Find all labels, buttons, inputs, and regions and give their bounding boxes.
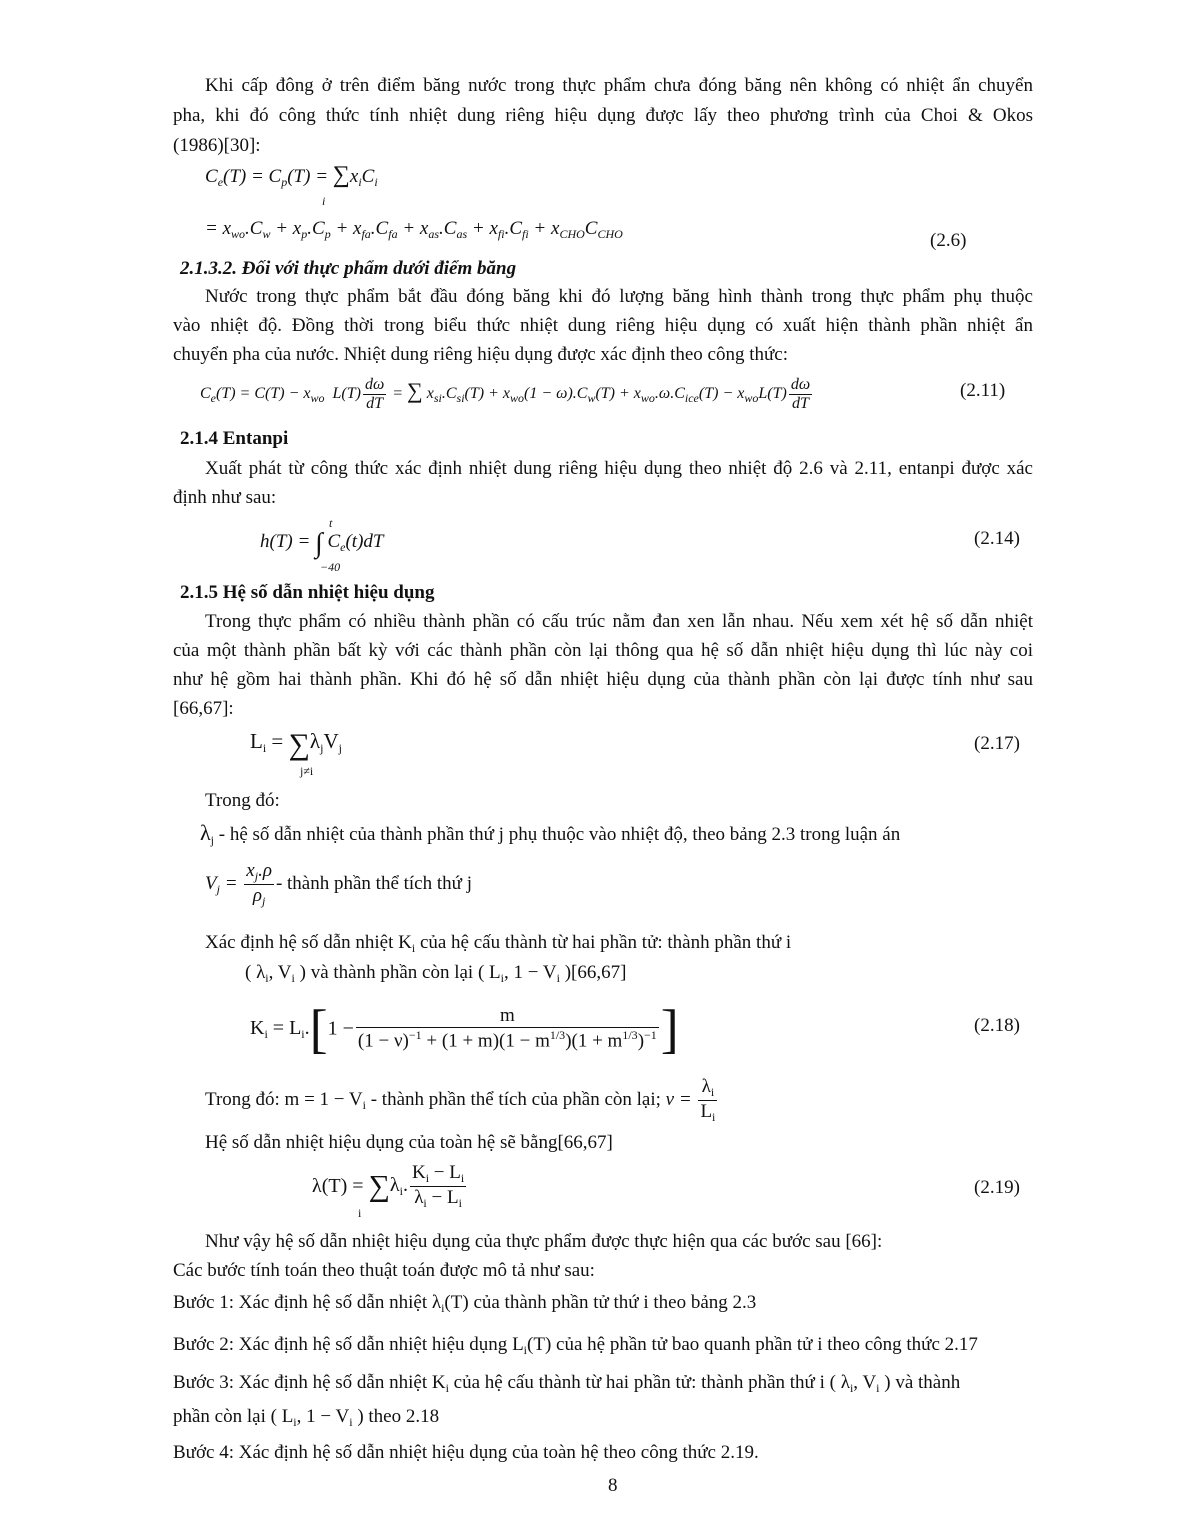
volume-description: - thành phần thể tích thứ j	[275, 872, 472, 894]
where-label-1: Trong đó:	[205, 790, 280, 811]
para2-line3: chuyển pha của nước. Nhiệt dung riêng hiệu dụng được xác định theo công thức:	[173, 344, 789, 365]
section-heading-2-1-5: 2.1.5 Hệ số dẫn nhiệt hiệu dụng	[180, 582, 435, 603]
m-definition: Trong đó: $m = 1 - V_i$ - thành phần thể tích của phần còn lại; ν = $\frac{\lambda_i}{L_i}$	[205, 1076, 716, 1124]
k-definition-line2: ( $\lambda_i$, $V_i$ ) và thành phần còn lại ( $L_i$, $1 - V_i$ )[66,67]	[245, 962, 627, 985]
para4-line3: như hệ gồm hai thành phần. Khi đó hệ số dẫn nhiệt hiệu dụng của thành phần còn lại được tính như sau	[173, 669, 1033, 690]
section-heading-2-1-4: 2.1.4 Entanpi	[180, 428, 289, 449]
para1-line2: pha, khi đó công thức tính nhiệt dung riêng hiệu dụng được lấy theo phương trình của Choi & Okos	[173, 105, 1033, 126]
equation-number-2-14: (2.14)	[974, 528, 1020, 549]
step-1: Bước 1: Xác định hệ số dẫn nhiệt $\lambda_i(T)$ của thành phần tử thứ i theo bảng 2.3	[173, 1292, 757, 1315]
steps-intro: Như vậy hệ số dẫn nhiệt hiệu dụng của thực phẩm được thực hiện qua các bước sau [66]:	[205, 1231, 883, 1252]
equation-2-14: h(T) = ∫ $C_e(t)dT$	[260, 528, 384, 559]
lambda-definition: $\lambda_j$ - hệ số dẫn nhiệt của thành phần thứ j phụ thuộc vào nhiệt độ, theo bảng 2.3 trong luận án	[200, 820, 901, 847]
equation-number-2-18: (2.18)	[974, 1015, 1020, 1036]
equation-number-2-6: (2.6)	[930, 230, 967, 251]
equation-2-11: $C_e(T) = C(T) - x_{wo}$ L(T) $\frac{d\omega}{dT}$ = ∑ $x_{si}.C_{si}(T) + x_{wo}(1 - \omega).C_w(T) + x_{wo}.\omega.C_{ice}(T) - x_{wo}L(T)$ $\frac{d\omega}{dT}$	[200, 376, 811, 412]
equation-2-18: $K_i = L_i.[1$ − $\frac{m}{(1 - \nu)^{-1} + (1 + m)(1 - m^{1/3})(1 + m^{1/3})^{-1}}$ ]	[250, 999, 679, 1059]
para4-line1: Trong thực phẩm có nhiều thành phần có cấu trúc nằm đan xen lẫn nhau. Nếu xem xét hệ số dẫn nhiệt	[205, 611, 1033, 632]
equation-2-19: $\lambda(T) = \sum\lambda_i$. $\frac{K_i - L_i}{\lambda_i - L_i}$	[312, 1162, 465, 1210]
para4-line4: [66,67]:	[173, 698, 234, 719]
para2-line1: Nước trong thực phẩm bắt đầu đóng băng khi đó lượng băng hình thành trong thực phẩm phụ thuộc	[205, 286, 1033, 307]
equation-number-2-19: (2.19)	[974, 1177, 1020, 1198]
step-2: Bước 2: Xác định hệ số dẫn nhiệt hiệu dụng $L_i(T)$ của hệ phần tử bao quanh phần tử i theo công thức 2.17	[173, 1334, 978, 1357]
sum-index-i-2-19: i	[358, 1206, 362, 1220]
para3-line1: Xuất phát từ công thức xác định nhiệt dung riêng hiệu dụng theo nhiệt độ 2.6 và 2.11, entanpi được xác	[205, 458, 1033, 479]
k-definition-line1: Xác định hệ số dẫn nhiệt $K_i$ của hệ cấu thành từ hai phần tử: thành phần thứ i	[205, 932, 792, 955]
page-number: 8	[608, 1475, 618, 1496]
equation-number-2-11: (2.11)	[960, 380, 1006, 401]
equation-2-6-line1: $C_e(T) = C_p(T) = \sum x_iC_i$	[205, 162, 378, 189]
sum-index-j-ne-i: j≠i	[300, 764, 314, 778]
total-conductivity-intro: Hệ số dẫn nhiệt hiệu dụng của toàn hệ sẽ bằng[66,67]	[205, 1132, 613, 1153]
integral-lower-limit: −40	[320, 560, 341, 574]
step-3-line2: phần còn lại ( $L_i$, $1 - V_i$ ) theo 2.18	[173, 1406, 440, 1429]
para4-line2: của một thành phần bất kỳ với các thành phần còn lại thông qua hệ số dẫn nhiệt hiệu dụng thì lúc này coi	[173, 640, 1033, 661]
sum-index-i: i	[322, 194, 326, 208]
step-4: Bước 4: Xác định hệ số dẫn nhiệt hiệu dụng của toàn hệ theo công thức 2.19.	[173, 1442, 759, 1463]
para1-line3: (1986)[30]:	[173, 135, 261, 156]
section-heading-2-1-3-2: 2.1.3.2. Đối với thực phẩm dưới điểm băng	[180, 258, 517, 279]
equation-2-6-line2: = $x_{wo}.C_w + x_p.C_p + x_{fa}.C_{fa} + x_{as}.C_{as} + x_{fi}.C_{fi} + x_{CHO}C_{CHO}$	[205, 218, 623, 241]
integral-upper-limit: t	[329, 516, 333, 530]
steps-description: Các bước tính toán theo thuật toán được mô tả như sau:	[173, 1260, 595, 1281]
para2-line2: vào nhiệt độ. Đồng thời trong biểu thức nhiệt dung riêng hiệu dụng có xuất hiện thành phần nhiệt ẩn	[173, 315, 1033, 336]
para3-line2: định như sau:	[173, 487, 277, 508]
volume-fraction-definition: $V_j$ = $\frac{x_j.\rho}{\rho_j}$ - thành phần thể tích thứ j	[205, 860, 472, 908]
lambda-description: - hệ số dẫn nhiệt của thành phần thứ j phụ thuộc vào nhiệt độ, theo bảng 2.3 trong luận án	[218, 824, 901, 845]
para1-line1: Khi cấp đông ở trên điểm băng nước trong thực phẩm chưa đóng băng nên không có nhiệt ẩn chuyển	[205, 75, 1033, 96]
equation-number-2-17: (2.17)	[974, 733, 1020, 754]
equation-2-17: $L_i = \sum\lambda_jV_j$	[250, 728, 342, 761]
step-3-line1: Bước 3: Xác định hệ số dẫn nhiệt $K_i$ của hệ cấu thành từ hai phần tử: thành phần thứ i ( $\lambda_i$, $V_i$ ) và thành	[173, 1372, 961, 1395]
